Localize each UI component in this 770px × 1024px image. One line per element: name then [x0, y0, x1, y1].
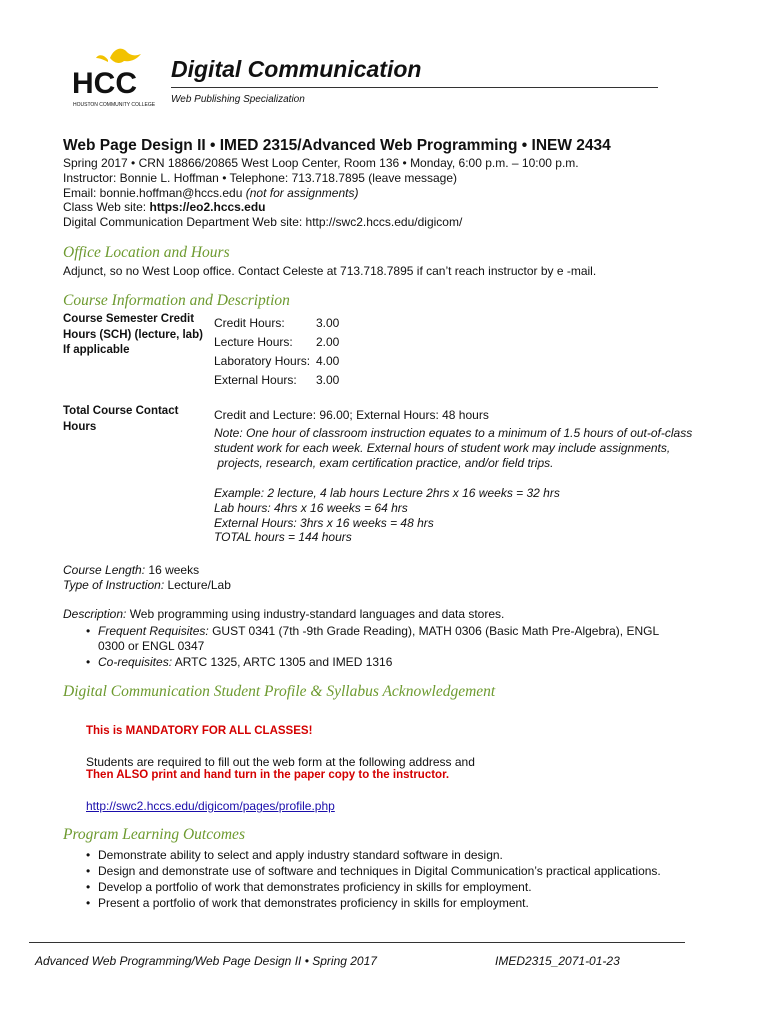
corequisites-label: Co-requisites: — [98, 655, 173, 669]
office-text: Adjunct, so no West Loop office. Contact Celeste at 713.718.7895 if can’t reach instructor by e -mail. — [63, 264, 597, 278]
external-hours-row — [214, 373, 339, 387]
course-length-value: 16 weeks — [145, 563, 200, 577]
profile-heading: Digital Communication Student Profile & Syllabus Acknowledgement — [63, 683, 496, 700]
bullet-icon: • — [86, 848, 91, 862]
hours-label: Lecture Hours: — [214, 335, 293, 349]
corequisites-value: ARTC 1325, ARTC 1305 and IMED 1316 — [172, 655, 393, 669]
instructor-line: Instructor: Bonnie L. Hoffman • Telephone: 713.718.7895 (leave message) — [63, 170, 458, 185]
description-value: Web programming using industry-standard languages and data stores. — [126, 607, 505, 621]
list-item — [86, 848, 503, 862]
list-item — [86, 624, 660, 638]
class-website-label: Class Web site: — [63, 200, 150, 215]
lab-hours-row — [214, 354, 339, 368]
total-hours-label: Total Course Contact Hours — [63, 405, 179, 433]
bullet-icon: • — [86, 624, 91, 638]
requisites-label: Frequent Requisites: — [98, 624, 209, 638]
office-heading: Office Location and Hours — [63, 244, 230, 261]
example-line: External Hours: 3hrs x 16 weeks = 48 hrs — [214, 515, 434, 530]
schedule-line: Spring 2017 • CRN 18866/20865 West Loop Center, Room 136 • Monday, 6:00 p.m. – 10:00 p.m. — [63, 156, 579, 170]
example-line: TOTAL hours = 144 hours — [214, 530, 352, 545]
course-info-heading: Course Information and Description — [63, 292, 290, 309]
course-length-line — [63, 563, 231, 578]
class-website-line — [63, 200, 579, 215]
hours-value: 3.00 — [316, 316, 340, 330]
email-note: (not for assignments) — [245, 185, 359, 200]
hours-value: 2.00 — [316, 335, 340, 349]
outcome-text: Demonstrate ability to select and apply industry standard software in design. — [98, 848, 503, 862]
bullet-icon: • — [86, 880, 91, 894]
bullet-icon: • — [86, 864, 91, 878]
footer-right: IMED2315_2071-01-23 — [495, 954, 620, 968]
course-length-label: Course Length: — [63, 563, 146, 577]
bullet-icon: • — [86, 655, 91, 669]
profile-requirement: Students are required to fill out the web form at the following address and — [86, 755, 475, 769]
course-info — [63, 156, 579, 230]
requisites-value: GUST 0341 (7th -9th Grade Reading), MATH 0306 (Basic Math Pre-Algebra), ENGL — [208, 624, 660, 638]
outcome-text: Present a portfolio of work that demonstrates proficiency in skills for employment. — [98, 896, 529, 910]
list-item-continuation: 0300 or ENGL 0347 — [98, 639, 205, 653]
hours-value: 4.00 — [316, 354, 340, 368]
note-line: student work for each week. External hours of student work may include assignments, — [214, 441, 671, 455]
hours-example — [214, 486, 560, 545]
instruction-type-label: Type of Instruction: — [63, 577, 165, 592]
description-line — [63, 607, 504, 621]
outcomes-heading: Program Learning Outcomes — [63, 826, 245, 843]
print-requirement: Then ALSO print and hand turn in the paper copy to the instructor. — [86, 769, 450, 781]
department-title: Digital Communication — [171, 56, 422, 82]
class-website-url[interactable]: https://eo2.hccs.edu — [149, 200, 266, 215]
example-line: Example: 2 lecture, 4 lab hours Lecture 2hrs x 16 weeks = 32 hrs — [214, 486, 560, 500]
logo-tagline: HOUSTON COMMUNITY COLLEGE — [73, 102, 156, 108]
hcc-logo-graphic — [70, 46, 160, 110]
lecture-hours-row — [214, 335, 339, 349]
description-label: Description: — [63, 607, 127, 621]
sch-label: Course Semester Credit Hours (SCH) (lecture, lab) If applicable — [63, 313, 203, 356]
hours-label: Laboratory Hours: — [214, 354, 311, 368]
header-divider — [171, 87, 658, 88]
instruction-type-value: Lecture/Lab — [164, 577, 231, 592]
list-item — [86, 880, 532, 894]
outcome-text: Develop a portfolio of work that demonstrates proficiency in skills for employment. — [98, 880, 532, 894]
dept-website-line: Digital Communication Department Web site: http://swc2.hccs.edu/digicom/ — [63, 215, 463, 230]
footer-left: Advanced Web Programming/Web Page Design II • Spring 2017 — [35, 954, 377, 968]
note-line: projects, research, exam certification practice, and/or field trips. — [214, 456, 554, 470]
hcc-logo — [70, 46, 160, 110]
list-item — [86, 655, 393, 669]
profile-link[interactable]: http://swc2.hccs.edu/digicom/pages/profile.php — [86, 799, 335, 813]
hours-value: 3.00 — [316, 373, 340, 387]
course-length-block — [63, 563, 231, 593]
list-item — [86, 896, 529, 910]
example-line: Lab hours: 4hrs x 16 weeks = 64 hrs — [214, 500, 408, 515]
outcome-text: Design and demonstrate use of software and techniques in Digital Communication’s practical applications. — [98, 864, 661, 878]
hours-note — [214, 426, 692, 471]
bullet-icon: • — [86, 896, 91, 910]
footer-divider — [29, 942, 685, 943]
department-subtitle: Web Publishing Specialization — [171, 94, 305, 105]
email-text: Email: bonnie.hoffman@hccs.edu — [63, 185, 246, 200]
instruction-type-line — [63, 578, 231, 593]
course-title: Web Page Design II • IMED 2315/Advanced Web Programming • INEW 2434 — [63, 137, 611, 154]
note-line: Note: One hour of classroom instruction equates to a minimum of 1.5 hours of out-of-class — [214, 426, 693, 440]
hours-label: External Hours: — [214, 373, 297, 387]
logo-text: HCC — [72, 67, 137, 100]
email-line — [63, 186, 579, 201]
credit-hours-row — [214, 316, 339, 330]
hours-label: Credit Hours: — [214, 316, 285, 330]
total-hours-value: Credit and Lecture: 96.00; External Hours: 48 hours — [214, 408, 489, 422]
list-item — [86, 864, 661, 878]
mandatory-notice: This is MANDATORY FOR ALL CLASSES! — [86, 725, 313, 737]
